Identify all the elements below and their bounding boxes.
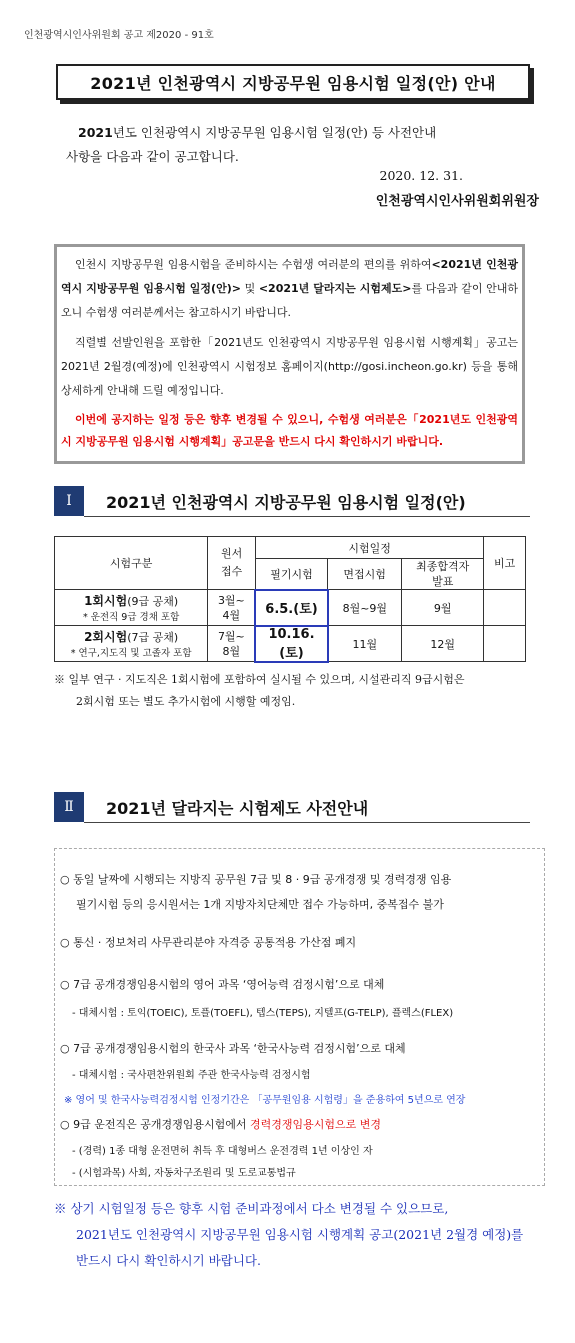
final-note [54, 1196, 534, 1274]
th-final: 최종합격자 발표 [402, 559, 484, 590]
row1-grade: (9급 공채) [127, 595, 179, 608]
change3: ○ 7급 공개경쟁임용시험의 영어 과목 ‘영어능력 검정시험’으로 대체 [60, 978, 385, 991]
change2: ○ 통신 · 정보처리 사무관리분야 자격증 공통적용 가산점 폐지 [60, 936, 357, 949]
intro-line1: 년도 인천광역시 지방공무원 임용시험 일정(안) 등 사전안내 [112, 125, 437, 140]
section1-divider [84, 516, 530, 517]
row1-written: 6.5.(토) [255, 590, 327, 626]
schedule-note [54, 669, 530, 713]
th-application: 원서 접수 [208, 537, 256, 590]
notice-number: 인천광역시인사위원회 공고 제2020 - 91호 [24, 30, 214, 41]
change3-sub: - 대체시험 : 토익(TOEIC), 토플(TOEFL), 텝스(TEPS), 지텔프(G-TELP), 플렉스(FLEX) [72, 1008, 454, 1019]
info-p1-b: <2021년 인천광역시 지방공무원 임용시험 일정(안)> [61, 258, 518, 295]
change1-line1: ○ 동일 날짜에 시행되는 지방직 공무원 7급 및 8 · 9급 공개경쟁 및 경력경쟁 임용 [60, 873, 452, 886]
schedule-table [54, 536, 526, 663]
row2-application: 7월~ 8월 [208, 626, 256, 662]
page-title: 2021년 인천광역시 지방공무원 임용시험 일정(안) 안내 [56, 64, 530, 100]
signer: 인천광역시인사위원회위원장 [375, 194, 539, 209]
intro-year: 2021 [78, 125, 113, 140]
change4-sub: - 대체시험 : 국사편찬위원회 주관 한국사능력 검정시험 [72, 1070, 311, 1081]
section2-badge: Ⅱ [54, 792, 84, 822]
row1-remark [484, 590, 526, 626]
info-p1-a: 인천시 지방공무원 임용시험을 준비하시는 수험생 여러분의 편의를 위하여 [75, 258, 432, 271]
section1-badge: Ⅰ [54, 486, 84, 516]
intro-line2: 사항을 다음과 같이 공고합니다. [66, 149, 239, 164]
change5-b: 경력경쟁임용시험으로 변경 [249, 1118, 381, 1131]
info-p1-c: 및 [240, 282, 259, 295]
section2-title: 2021년 달라지는 시험제도 사전안내 [106, 798, 369, 818]
info-box [54, 244, 525, 464]
notice-date: 2020. 12. 31. [379, 168, 463, 183]
note1-line2: 2회시험 또는 별도 추가시험에 시행할 예정임. [76, 695, 296, 708]
change5-sub2: - (시험과목) 사회, 자동차구조원리 및 도로교통법규 [72, 1168, 296, 1179]
section2-header [54, 791, 368, 823]
th-category: 시험구분 [55, 537, 208, 590]
info-p3: 이번에 공지하는 일정 등은 향후 변경될 수 있으니, 수험생 여러분은「2021년도 인천광역시 지방공무원 임용시험 시행계획」공고문을 반드시 다시 확인하시기 바랍니다. [61, 413, 518, 448]
info-p1-d: <2021년 달라지는 시험제도> [258, 282, 412, 295]
row2-interview: 11월 [328, 626, 402, 662]
info-p2: 직렬별 선발인원을 포함한「2021년도 인천광역시 지방공무원 임용시험 시행계획」공고는 2021년 2월경(예정)에 인천광역시 시험정보 홈페이지(http://gosi.incheon.go.kr) 등을 통해 상세하게 안내해 드릴 예정입니다. [61, 336, 518, 397]
change1-line2: 필기시험 등의 응시원서는 1개 지방자치단체만 접수 가능하며, 중복접수 불가 [76, 898, 444, 911]
final-note-line3: 반드시 다시 확인하시기 바랍니다. [76, 1253, 261, 1268]
row1-application: 3월~ 4월 [208, 590, 256, 626]
row2-grade: (7급 공채) [127, 631, 179, 644]
table-row [55, 590, 526, 626]
change4: ○ 7급 공개경쟁임용시험의 한국사 과목 ‘한국사능력 검정시험’으로 대체 [60, 1042, 406, 1055]
row2-final: 12월 [402, 626, 484, 662]
row1-name: 1회시험 [84, 594, 128, 608]
section1-title: 2021년 인천광역시 지방공무원 임용시험 일정(안) [106, 492, 466, 512]
table-row [55, 626, 526, 662]
note1-line1: ※ 일부 연구 · 지도직은 1회시험에 포함하여 실시될 수 있으며, 시설관리직 9급시험은 [54, 673, 465, 686]
row1-final: 9월 [402, 590, 484, 626]
row2-sub: * 연구,지도직 및 고졸자 포함 [70, 648, 192, 659]
info-p1-e: 를 다음과 같이 안내하오니 수험생 여러분께서는 참고하시기 바랍니다. [61, 282, 519, 319]
change5-a: ○ 9급 운전직은 공개경쟁임용시험에서 [60, 1118, 250, 1131]
row2-remark [484, 626, 526, 662]
change5 [60, 1116, 381, 1132]
final-note-line1: ※ 상기 시험일정 등은 향후 시험 준비과정에서 다소 변경될 수 있으므로, [54, 1201, 449, 1216]
change5-sub1: - (경력) 1종 대형 운전면허 취득 후 대형버스 운전경력 1년 이상인 자 [72, 1146, 373, 1157]
th-schedule: 시험일정 [255, 537, 483, 559]
row2-name: 2회시험 [84, 630, 128, 644]
section1-header [54, 485, 466, 517]
intro-text [66, 121, 548, 169]
change4-note: ※ 영어 및 한국사능력검정시험 인정기간은 「공무원임용 시험령」을 준용하여 5년으로 연장 [64, 1095, 466, 1106]
row2-written: 10.16.(토) [255, 626, 327, 662]
th-interview: 면접시험 [328, 559, 402, 590]
section2-divider [84, 822, 530, 823]
th-written: 필기시험 [255, 559, 327, 590]
th-remark: 비고 [484, 537, 526, 590]
row1-sub: * 운전직 9급 경채 포함 [82, 612, 180, 623]
row1-interview: 8월~9월 [328, 590, 402, 626]
final-note-line2: 2021년도 인천광역시 지방공무원 임용시험 시행계획 공고(2021년 2월경 예정)를 [76, 1227, 524, 1242]
